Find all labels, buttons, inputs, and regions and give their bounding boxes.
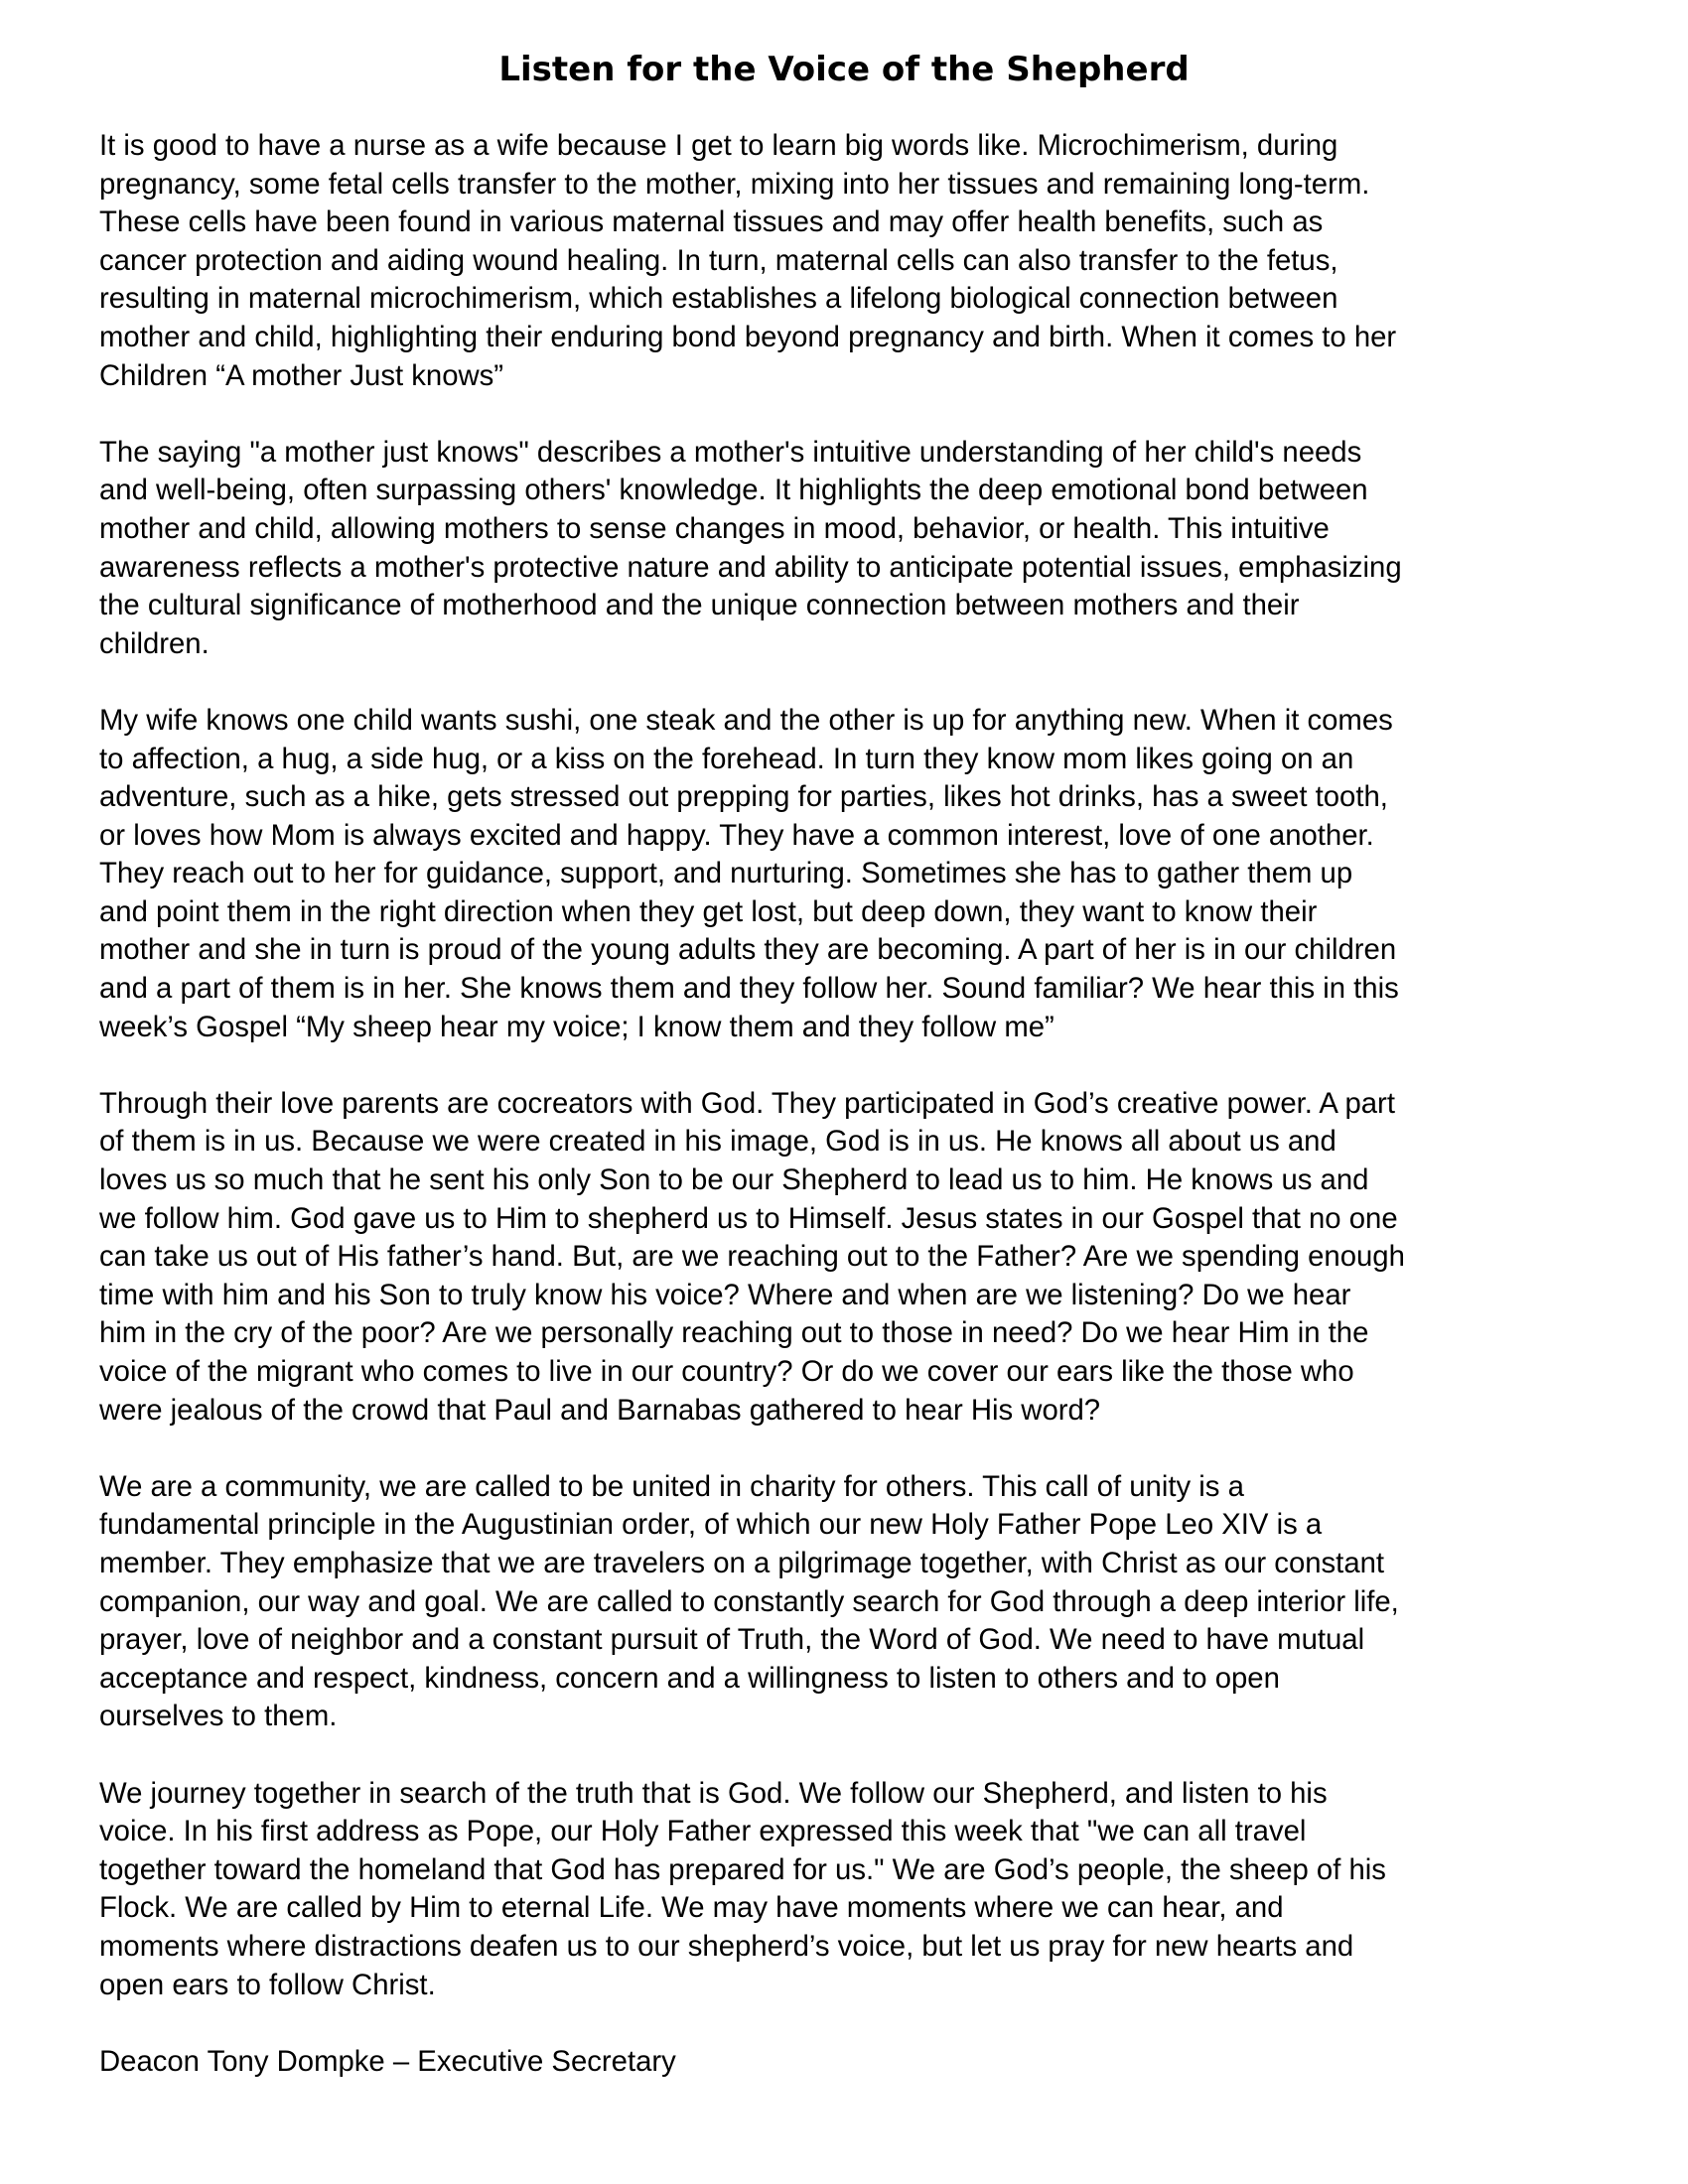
paragraph-line: pregnancy, some fetal cells transfer to the mother, mixing into her tissues and remaining long-term.	[99, 167, 1370, 201]
paragraph-line: time with him and his Son to truly know his voice? Where and when are we listening? Do we hear	[99, 1278, 1351, 1311]
paragraph-line: or loves how Mom is always excited and happy. They have a common interest, love of one another.	[99, 818, 1374, 852]
paragraph-line: mother and child, highlighting their enduring bond beyond pregnancy and birth. When it comes to her	[99, 320, 1397, 353]
paragraph-line: voice. In his first address as Pope, our Holy Father expressed this week that "we can all travel	[99, 1815, 1307, 1848]
paragraph-line: him in the cry of the poor? Are we personally reaching out to those in need? Do we hear Him in the	[99, 1316, 1369, 1350]
paragraph-line: children.	[99, 626, 210, 660]
paragraph-line: we follow him. God gave us to Him to shepherd us to Himself. Jesus states in our Gospel that no one	[99, 1201, 1398, 1235]
paragraph-line: moments where distractions deafen us to our shepherd’s voice, but let us pray for new hearts and	[99, 1929, 1354, 1963]
paragraph-line: Flock. We are called by Him to eternal Life. We may have moments where we can hear, and	[99, 1891, 1284, 1925]
paragraph-line: We journey together in search of the truth that is God. We follow our Shepherd, and listen to his	[99, 1776, 1328, 1810]
paragraph-line: prayer, love of neighbor and a constant pursuit of Truth, the Word of God. We need to have mutual	[99, 1623, 1365, 1657]
paragraph-line: member. They emphasize that we are travelers on a pilgrimage together, with Christ as our constant	[99, 1546, 1385, 1579]
paragraph-line: They reach out to her for guidance, support, and nurturing. Sometimes she has to gather them up	[99, 857, 1353, 890]
signature: Deacon Tony Dompke – Executive Secretary	[99, 2044, 676, 2078]
paragraph-line: companion, our way and goal. We are called to constantly search for God through a deep interior life,	[99, 1584, 1399, 1618]
paragraph-2	[99, 434, 1589, 664]
paragraph-line: week’s Gospel “My sheep hear my voice; I know them and they follow me”	[99, 1010, 1055, 1043]
paragraph-line: cancer protection and aiding wound healing. In turn, maternal cells can also transfer to the fetus,	[99, 243, 1338, 277]
document-title: Listen for the Voice of the Shepherd	[498, 50, 1190, 89]
paragraph-line: It is good to have a nurse as a wife because I get to learn big words like. Microchimerism, during	[99, 129, 1338, 162]
paragraph-line: fundamental principle in the Augustinian order, of which our new Holy Father Pope Leo XIV is a	[99, 1508, 1323, 1542]
paragraph-3	[99, 702, 1589, 1046]
paragraph-line: Children “A mother Just knows”	[99, 358, 504, 392]
paragraph-line: The saying "a mother just knows" describes a mother's intuitive understanding of her child's needs	[99, 435, 1362, 469]
paragraph-line: of them is in us. Because we were created in his image, God is in us. He knows all about us and	[99, 1125, 1336, 1159]
paragraph-line: awareness reflects a mother's protective nature and ability to anticipate potential issues, emphasizing	[99, 550, 1402, 584]
paragraph-line: mother and she in turn is proud of the young adults they are becoming. A part of her is in our children	[99, 933, 1397, 967]
document-body	[99, 127, 1589, 2004]
paragraph-line: ourselves to them.	[99, 1700, 338, 1733]
paragraph-line: voice of the migrant who comes to live in our country? Or do we cover our ears like the those who	[99, 1355, 1354, 1388]
paragraph-line: the cultural significance of motherhood and the unique connection between mothers and their	[99, 589, 1300, 622]
paragraph-line: open ears to follow Christ.	[99, 1968, 436, 2001]
paragraph-line: can take us out of His father’s hand. But, are we reaching out to the Father? Are we spending enough	[99, 1240, 1405, 1274]
paragraph-6	[99, 1775, 1589, 2005]
paragraph-line: and point them in the right direction when they get lost, but deep down, they want to know their	[99, 894, 1318, 928]
paragraph-line: together toward the homeland that God has prepared for us." We are God’s people, the sheep of his	[99, 1852, 1386, 1886]
paragraph-line: to affection, a hug, a side hug, or a kiss on the forehead. In turn they know mom likes going on an	[99, 742, 1354, 775]
paragraph-4	[99, 1085, 1589, 1430]
paragraph-line: mother and child, allowing mothers to sense changes in mood, behavior, or health. This intuitive	[99, 511, 1330, 545]
paragraph-line: loves us so much that he sent his only Son to be our Shepherd to lead us to him. He knows us and	[99, 1163, 1369, 1197]
paragraph-line: and a part of them is in her. She knows them and they follow her. Sound familiar? We hear this in this	[99, 972, 1399, 1006]
paragraph-line: We are a community, we are called to be united in charity for others. This call of unity is a	[99, 1469, 1244, 1503]
paragraph-line: These cells have been found in various maternal tissues and may offer health benefits, such as	[99, 205, 1324, 239]
paragraph-line: resulting in maternal microchimerism, which establishes a lifelong biological connection between	[99, 282, 1338, 316]
paragraph-line: adventure, such as a hike, gets stressed out prepping for parties, likes hot drinks, has a sweet tooth,	[99, 780, 1388, 814]
paragraph-5	[99, 1468, 1589, 1736]
paragraph-line: acceptance and respect, kindness, concern and a willingness to listen to others and to open	[99, 1661, 1280, 1695]
paragraph-line: were jealous of the crowd that Paul and Barnabas gathered to hear His word?	[99, 1393, 1101, 1427]
paragraph-line: My wife knows one child wants sushi, one steak and the other is up for anything new. When it comes	[99, 703, 1393, 737]
paragraph-1	[99, 127, 1589, 395]
paragraph-line: and well-being, often surpassing others' knowledge. It highlights the deep emotional bond between	[99, 474, 1368, 507]
paragraph-line: Through their love parents are cocreators with God. They participated in God’s creative power. A part	[99, 1086, 1395, 1120]
